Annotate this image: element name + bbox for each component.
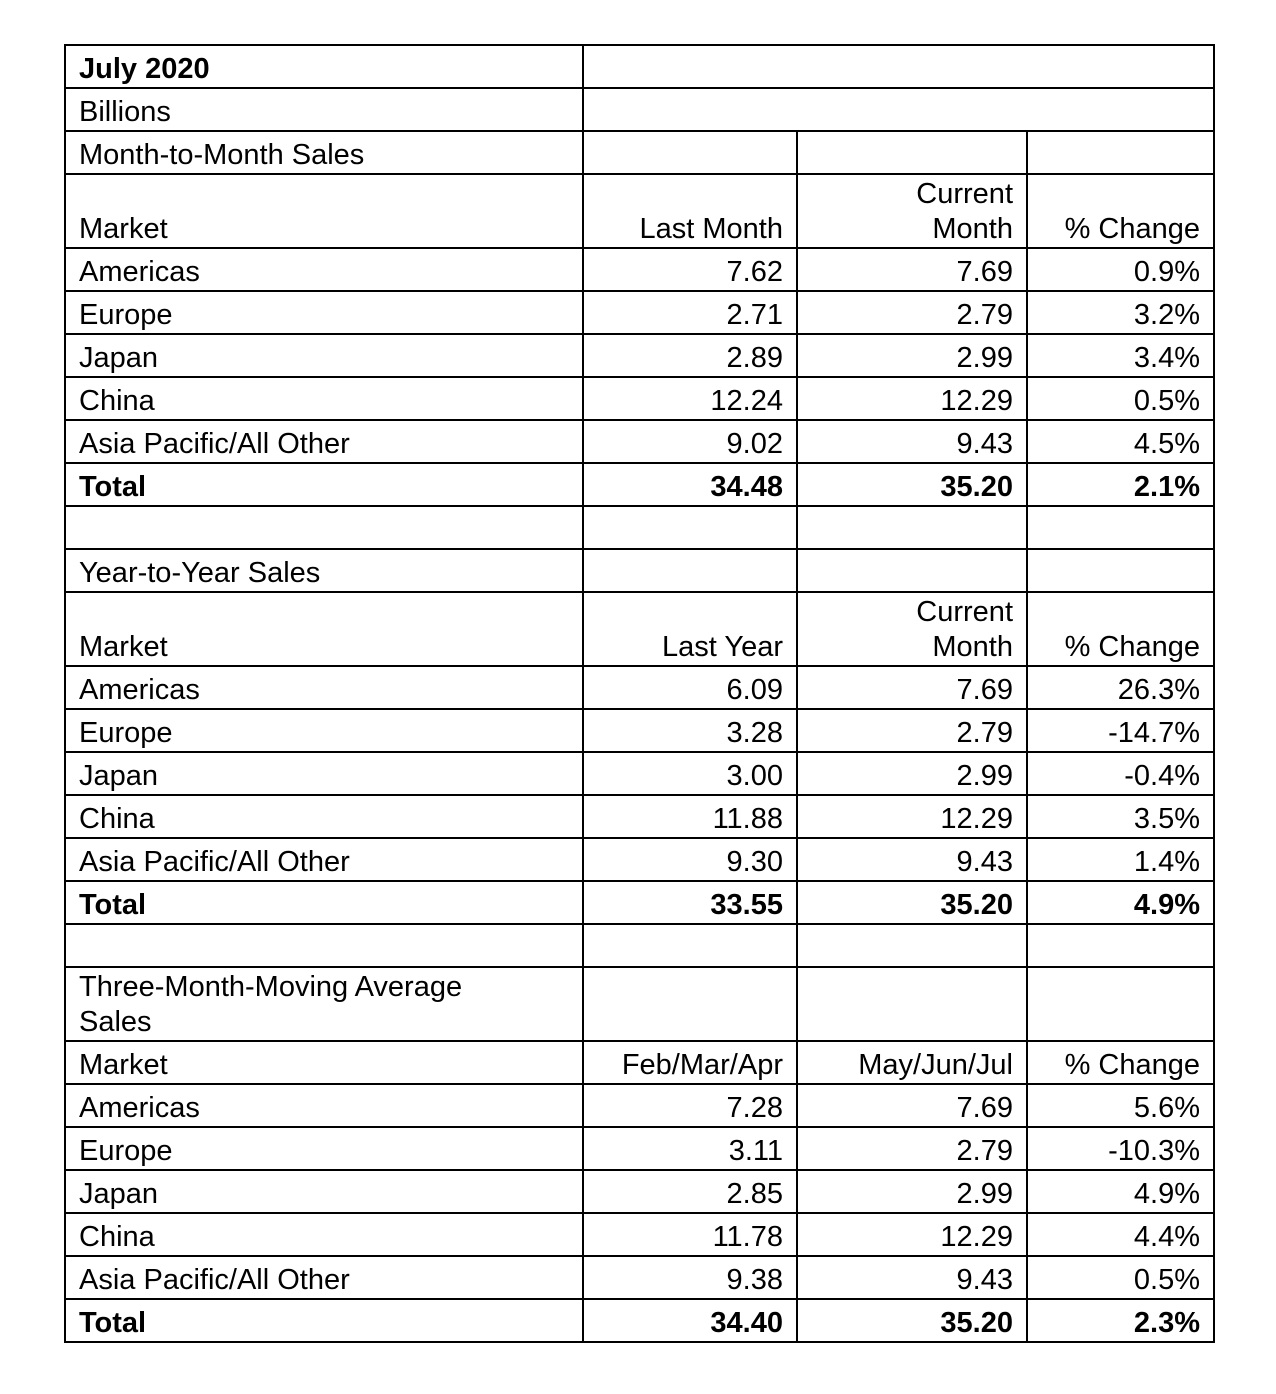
empty-cell — [1027, 549, 1214, 592]
table-row — [65, 1084, 1214, 1127]
market-cell: Americas — [65, 248, 583, 291]
market-cell: Americas — [65, 1084, 583, 1127]
column-header-row — [65, 1041, 1214, 1084]
column-header-current: Current Month — [797, 592, 1027, 666]
empty-cell — [583, 967, 797, 1041]
market-cell: China — [65, 795, 583, 838]
column-header-market: Market — [65, 1041, 583, 1084]
market-cell: Asia Pacific/All Other — [65, 1256, 583, 1299]
market-cell: Asia Pacific/All Other — [65, 838, 583, 881]
column-header-prior: Last Month — [583, 174, 797, 248]
current-value-cell: 2.79 — [797, 709, 1027, 752]
prior-value-cell: 7.62 — [583, 248, 797, 291]
change-cell: 0.9% — [1027, 248, 1214, 291]
change-cell: 0.5% — [1027, 377, 1214, 420]
prior-value-cell: 3.11 — [583, 1127, 797, 1170]
section-title: Three-Month-Moving Average Sales — [65, 967, 583, 1041]
table-row — [65, 1256, 1214, 1299]
total-row — [65, 463, 1214, 506]
current-value-cell: 7.69 — [797, 248, 1027, 291]
empty-cell — [583, 549, 797, 592]
table-row — [65, 248, 1214, 291]
total-label: Total — [65, 881, 583, 924]
current-value-cell: 2.99 — [797, 1170, 1027, 1213]
column-header-change: % Change — [1027, 1041, 1214, 1084]
empty-cell — [1027, 131, 1214, 174]
empty-cell — [65, 506, 583, 549]
empty-cell — [583, 924, 797, 967]
current-value-cell: 9.43 — [797, 838, 1027, 881]
empty-cell — [583, 131, 797, 174]
table-row — [65, 291, 1214, 334]
empty-cell — [1027, 924, 1214, 967]
prior-value-cell: 2.89 — [583, 334, 797, 377]
prior-value-cell: 11.78 — [583, 1213, 797, 1256]
prior-value-cell: 6.09 — [583, 666, 797, 709]
section-title: Month-to-Month Sales — [65, 131, 583, 174]
market-cell: Europe — [65, 1127, 583, 1170]
total-current-value: 35.20 — [797, 1299, 1027, 1342]
market-cell: Asia Pacific/All Other — [65, 420, 583, 463]
table-row — [65, 795, 1214, 838]
total-prior-value: 33.55 — [583, 881, 797, 924]
empty-cell — [583, 506, 797, 549]
column-header-current: Current Month — [797, 174, 1027, 248]
change-cell: 4.9% — [1027, 1170, 1214, 1213]
total-row — [65, 1299, 1214, 1342]
report-title: July 2020 — [65, 45, 583, 88]
spacer-row — [65, 506, 1214, 549]
table-row — [65, 420, 1214, 463]
section-title-row — [65, 967, 1214, 1041]
sales-table — [64, 44, 1215, 1343]
change-cell: 4.5% — [1027, 420, 1214, 463]
prior-value-cell: 2.85 — [583, 1170, 797, 1213]
current-value-cell: 7.69 — [797, 666, 1027, 709]
empty-cell — [797, 131, 1027, 174]
column-header-change: % Change — [1027, 592, 1214, 666]
current-value-cell: 2.99 — [797, 752, 1027, 795]
total-change: 4.9% — [1027, 881, 1214, 924]
current-value-cell: 2.79 — [797, 1127, 1027, 1170]
table-row — [65, 752, 1214, 795]
prior-value-cell: 9.30 — [583, 838, 797, 881]
change-cell: 5.6% — [1027, 1084, 1214, 1127]
title-row — [65, 45, 1214, 88]
table-row — [65, 1213, 1214, 1256]
total-current-value: 35.20 — [797, 463, 1027, 506]
current-value-cell: 12.29 — [797, 1213, 1027, 1256]
current-value-cell: 2.99 — [797, 334, 1027, 377]
column-header-row — [65, 592, 1214, 666]
current-value-cell: 9.43 — [797, 420, 1027, 463]
table-row — [65, 334, 1214, 377]
current-value-cell: 7.69 — [797, 1084, 1027, 1127]
prior-value-cell: 3.28 — [583, 709, 797, 752]
column-header-change: % Change — [1027, 174, 1214, 248]
market-cell: China — [65, 1213, 583, 1256]
prior-value-cell: 7.28 — [583, 1084, 797, 1127]
table-row — [65, 666, 1214, 709]
total-label: Total — [65, 1299, 583, 1342]
column-header-row — [65, 174, 1214, 248]
total-change: 2.1% — [1027, 463, 1214, 506]
total-label: Total — [65, 463, 583, 506]
market-cell: Japan — [65, 334, 583, 377]
market-cell: China — [65, 377, 583, 420]
column-header-current: May/Jun/Jul — [797, 1041, 1027, 1084]
prior-value-cell: 9.02 — [583, 420, 797, 463]
market-cell: Europe — [65, 709, 583, 752]
column-header-prior: Last Year — [583, 592, 797, 666]
change-cell: 3.5% — [1027, 795, 1214, 838]
total-change: 2.3% — [1027, 1299, 1214, 1342]
column-header-market: Market — [65, 174, 583, 248]
prior-value-cell: 2.71 — [583, 291, 797, 334]
market-cell: Europe — [65, 291, 583, 334]
change-cell: -10.3% — [1027, 1127, 1214, 1170]
table-row — [65, 1127, 1214, 1170]
empty-cell — [1027, 967, 1214, 1041]
change-cell: 1.4% — [1027, 838, 1214, 881]
empty-cell — [1027, 506, 1214, 549]
prior-value-cell: 12.24 — [583, 377, 797, 420]
section-title: Year-to-Year Sales — [65, 549, 583, 592]
market-cell: Americas — [65, 666, 583, 709]
current-value-cell: 12.29 — [797, 795, 1027, 838]
empty-cell — [583, 88, 1214, 131]
current-value-cell: 9.43 — [797, 1256, 1027, 1299]
prior-value-cell: 11.88 — [583, 795, 797, 838]
spacer-row — [65, 924, 1214, 967]
current-value-cell: 2.79 — [797, 291, 1027, 334]
change-cell: -14.7% — [1027, 709, 1214, 752]
table-row — [65, 838, 1214, 881]
empty-cell — [797, 967, 1027, 1041]
column-header-prior: Feb/Mar/Apr — [583, 1041, 797, 1084]
table-row — [65, 377, 1214, 420]
market-cell: Japan — [65, 1170, 583, 1213]
units-row — [65, 88, 1214, 131]
total-prior-value: 34.48 — [583, 463, 797, 506]
total-prior-value: 34.40 — [583, 1299, 797, 1342]
change-cell: 3.4% — [1027, 334, 1214, 377]
total-current-value: 35.20 — [797, 881, 1027, 924]
table-row — [65, 709, 1214, 752]
change-cell: 3.2% — [1027, 291, 1214, 334]
change-cell: 4.4% — [1027, 1213, 1214, 1256]
section-title-row — [65, 549, 1214, 592]
units-label: Billions — [65, 88, 583, 131]
empty-cell — [797, 506, 1027, 549]
total-row — [65, 881, 1214, 924]
empty-cell — [797, 924, 1027, 967]
change-cell: 26.3% — [1027, 666, 1214, 709]
empty-cell — [797, 549, 1027, 592]
change-cell: -0.4% — [1027, 752, 1214, 795]
empty-cell — [65, 924, 583, 967]
market-cell: Japan — [65, 752, 583, 795]
change-cell: 0.5% — [1027, 1256, 1214, 1299]
prior-value-cell: 3.00 — [583, 752, 797, 795]
prior-value-cell: 9.38 — [583, 1256, 797, 1299]
column-header-market: Market — [65, 592, 583, 666]
table-row — [65, 1170, 1214, 1213]
current-value-cell: 12.29 — [797, 377, 1027, 420]
section-title-row — [65, 131, 1214, 174]
empty-cell — [583, 45, 1214, 88]
